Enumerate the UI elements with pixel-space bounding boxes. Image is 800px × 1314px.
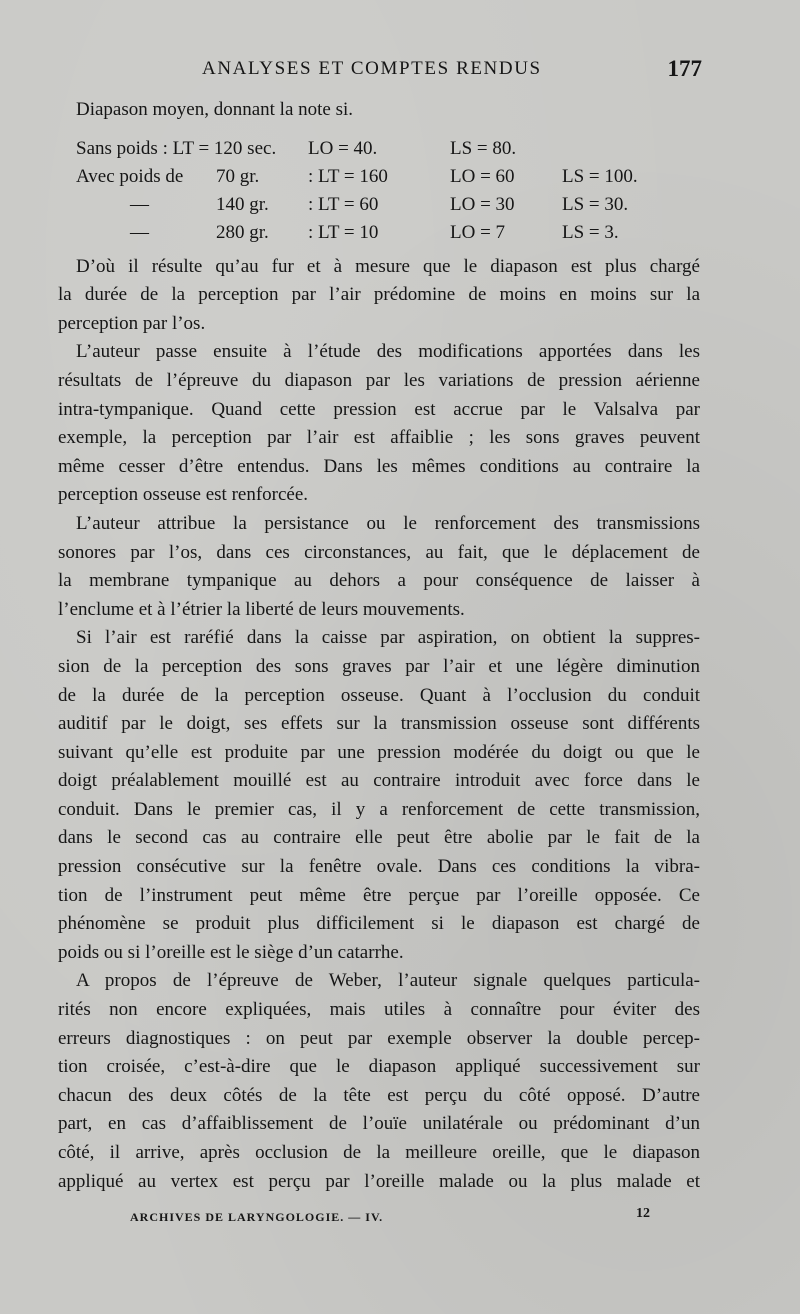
text-line: rités non encore expliquées, mais utiles à connaître pour éviter des: [58, 999, 700, 1021]
text-line: Si l’air est raréfié dans la caisse par aspiration, on obtient la suppres-: [76, 627, 700, 649]
text-line: poids ou si l’oreille est le siège d’un catarrhe.: [58, 941, 404, 963]
measurement-cell-c3: : LT = 60: [308, 193, 379, 215]
text-line: phénomène se produit plus difficilement si le diapason est chargé de: [58, 913, 700, 935]
text-line: appliqué au vertex est perçu par l’oreille malade ou la plus malade et: [58, 1170, 700, 1192]
text-line: même cesser d’être entendus. Dans les mêmes conditions au contraire la: [58, 455, 700, 477]
text-line: pression consécutive sur la fenêtre ovale. Dans ces conditions la vibra-: [58, 856, 700, 878]
measurement-cell-c3: LO = 40.: [308, 137, 378, 159]
measurement-row: [58, 191, 700, 219]
intro-line: Diapason moyen, donnant la note si.: [76, 99, 354, 120]
measurement-cell-c3: : LT = 160: [308, 165, 388, 187]
page-number: 177: [667, 56, 702, 81]
text-line: dans le second cas au contraire elle peut être abolie par le fait de la: [58, 827, 700, 849]
text-line: perception par l’os.: [58, 312, 206, 334]
measurement-row: [58, 219, 700, 247]
text-line: suivant qu’elle est produite par une pression modérée du doigt ou que le: [58, 741, 700, 763]
measurement-cell-dash: —: [130, 221, 149, 243]
text-line: de la durée de la perception osseuse. Quant à l’occlusion du conduit: [58, 684, 700, 706]
text-line: D’où il résulte qu’au fur et à mesure que le diapason est plus chargé: [76, 255, 700, 277]
journal-title: ARCHIVES DE LARYNGOLOGIE. — IV.: [130, 1210, 384, 1224]
measurement-cell-c3: : LT = 10: [308, 221, 379, 243]
measurement-cell-c2: 140 gr.: [216, 193, 269, 215]
body-text: [58, 96, 700, 1196]
text-line: doigt préalablement mouillé est au contraire introduit avec force dans le: [58, 770, 700, 792]
text-line: L’auteur attribue la persistance ou le renforcement des transmissions: [76, 512, 700, 534]
text-line: résultats de l’épreuve du diapason par les variations de pression aérienne: [58, 369, 700, 391]
measurement-cell-c5: LS = 100.: [562, 165, 638, 187]
text-line: A propos de l’épreuve de Weber, l’auteur signale quelques particula-: [76, 970, 700, 992]
measurement-cell-c4: LO = 7: [450, 221, 506, 243]
measurement-cell-c4: LO = 30: [450, 193, 515, 215]
running-head: [70, 56, 702, 86]
measurement-cell-c1: Avec poids de: [76, 165, 184, 187]
text-line: côté, il arrive, après occlusion de la meilleure oreille, que le diapason: [58, 1142, 700, 1163]
measurement-table: [58, 135, 700, 247]
text-line: la durée de la perception par l’air prédomine de moins en moins sur la: [58, 284, 700, 306]
paragraph-lines: [58, 253, 700, 1197]
measurement-row: [58, 163, 700, 191]
text-line: l’enclume et à l’étrier la liberté de leurs mouvements.: [58, 598, 465, 620]
text-line: exemple, la perception par l’air est affaiblie ; les sons graves peuvent: [58, 427, 700, 449]
measurement-cell-c5: LS = 3.: [562, 221, 619, 243]
text-line: chacun des deux côtés de la tête est perçu du côté opposé. D’autre: [58, 1084, 700, 1106]
text-line: sion de la perception des sons graves par l’air et une légère diminution: [58, 655, 700, 677]
text-line: part, en cas d’affaiblissement de l’ouïe unilatérale ou prédominant d’un: [58, 1113, 700, 1135]
measurement-cell-c5: LS = 30.: [562, 193, 629, 215]
signature-mark: 12: [636, 1206, 650, 1221]
measurement-cell-c1: Sans poids : LT = 120 sec.: [76, 137, 277, 159]
text-line: conduit. Dans le premier cas, il y a renforcement de cette transmission,: [58, 798, 700, 820]
measurement-cell-c4: LS = 80.: [450, 137, 517, 159]
text-line: tion croisée, c’est-à-dire que le diapason appliqué successivement sur: [58, 1056, 700, 1078]
text-line: sonores par l’os, dans ces circonstances, au fait, que le déplacement de: [58, 541, 700, 563]
measurement-cell-c2: 70 gr.: [216, 165, 260, 187]
text-line: tion de l’instrument peut même être perçue par l’oreille opposée. Ce: [58, 884, 700, 906]
text-line: intra-tympanique. Quand cette pression est accrue par le Valsalva par: [58, 398, 700, 420]
text-line: perception osseuse est renforcée.: [58, 484, 309, 506]
running-title: ANALYSES ET COMPTES RENDUS: [202, 58, 542, 79]
text-line: la membrane tympanique au dehors a pour conséquence de laisser à: [58, 570, 700, 592]
text-line: erreurs diagnostiques : on peut par exemple observer la double percep-: [58, 1027, 700, 1049]
text-line: auditif par le doigt, ses effets sur la transmission osseuse sont différents: [58, 713, 700, 735]
text-line: L’auteur passe ensuite à l’étude des modifications apportées dans les: [76, 341, 700, 363]
measurement-cell-dash: —: [130, 193, 149, 215]
page-footer: [130, 1206, 650, 1234]
measurement-cell-c2: 280 gr.: [216, 221, 269, 243]
measurement-cell-c4: LO = 60: [450, 165, 515, 187]
measurement-row: [58, 135, 700, 163]
